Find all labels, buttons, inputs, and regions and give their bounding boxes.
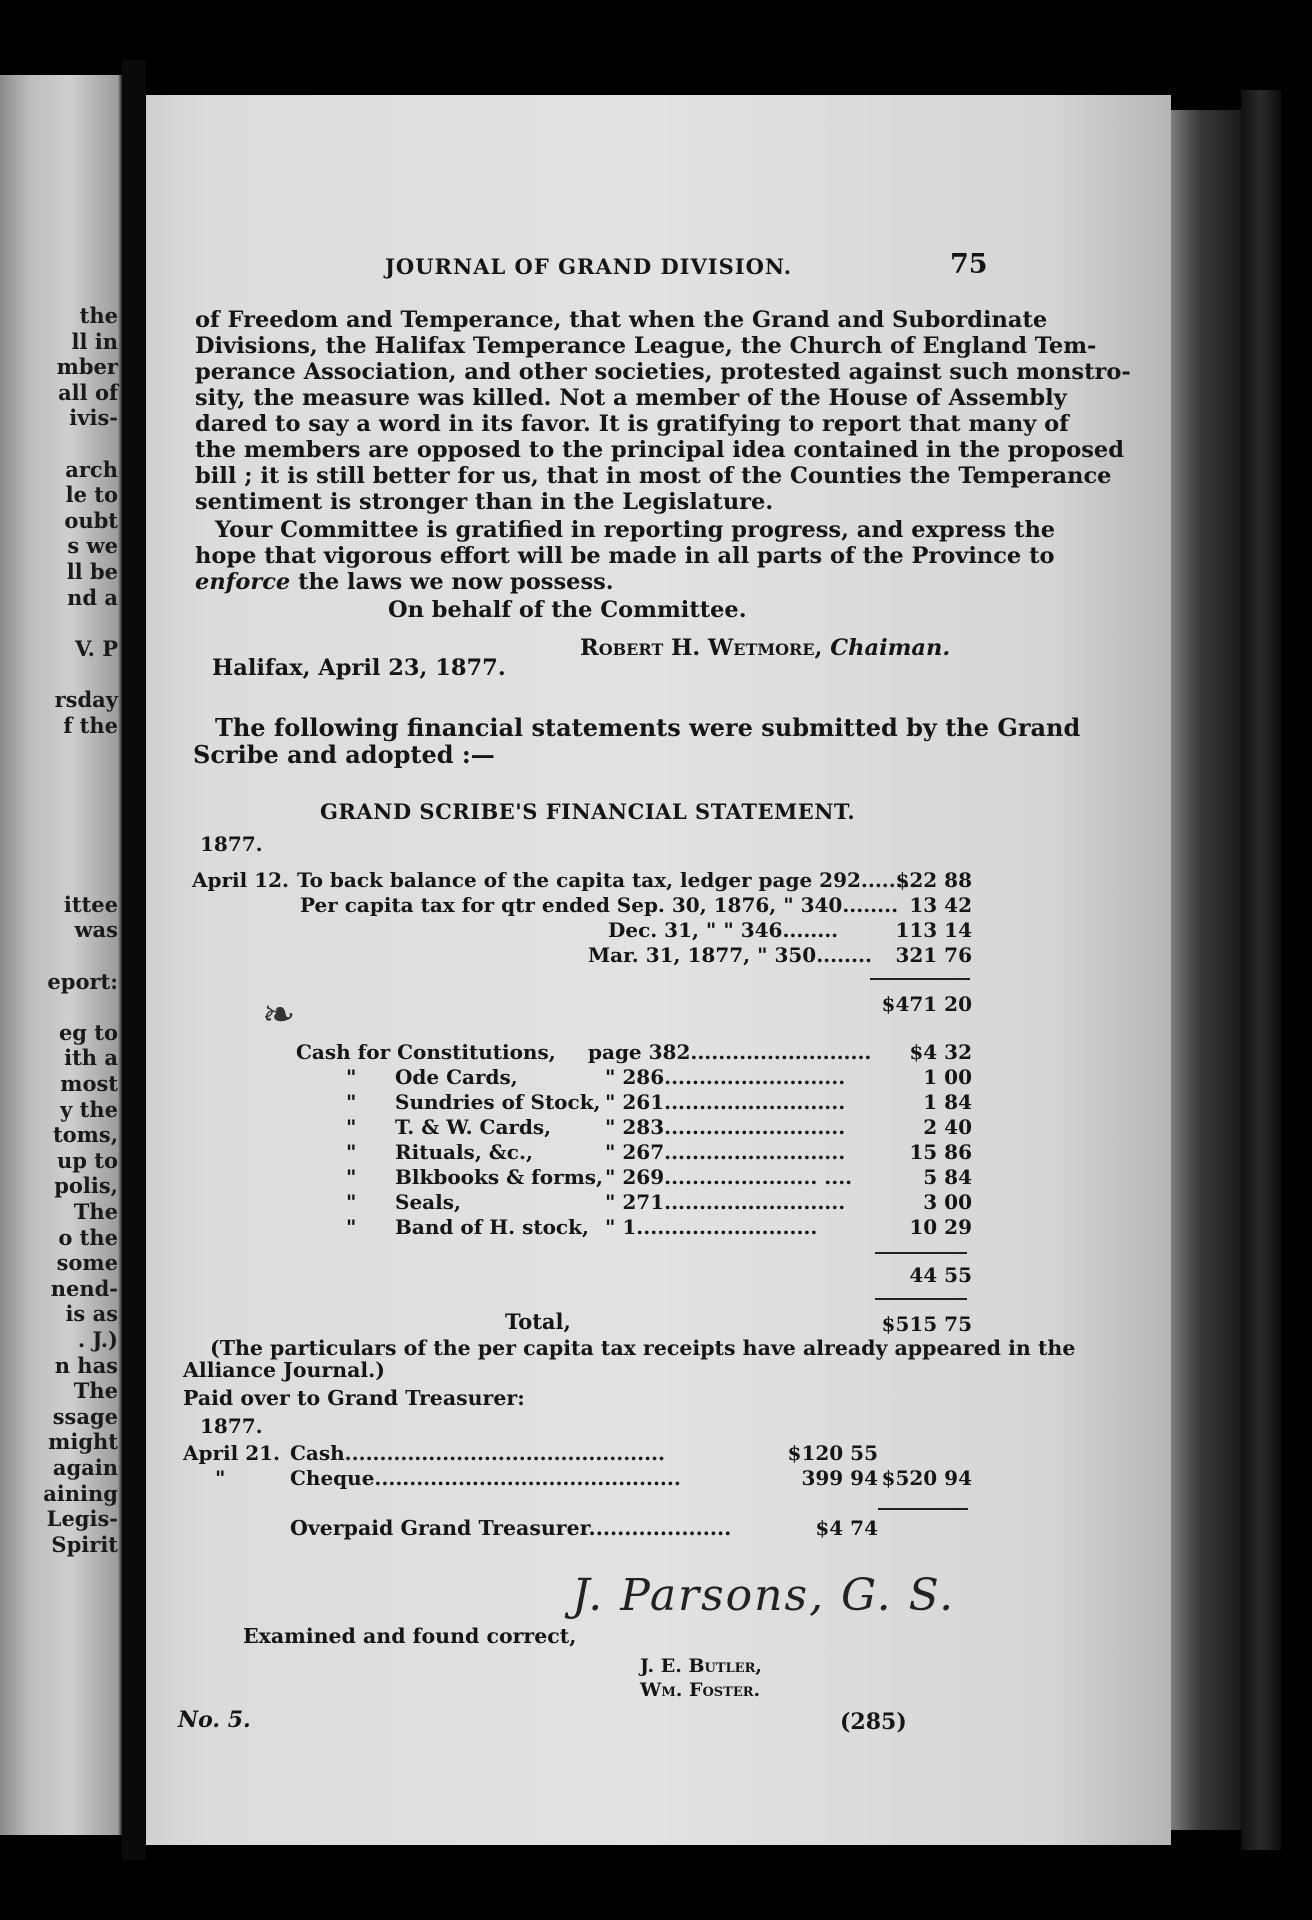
cash-amount: 15 86	[909, 1140, 972, 1164]
place-date: Halifax, April 23, 1877.	[212, 655, 506, 681]
text-line: sentiment is stronger than in the Legislature.	[195, 489, 774, 515]
ditto-mark: "	[346, 1140, 357, 1164]
left-page-text-fragment: most	[60, 1071, 118, 1096]
cash-ref: " 1..........................	[605, 1215, 818, 1239]
ink-flourish-mark: ❧	[262, 992, 296, 1038]
cash-amount: 10 29	[909, 1215, 972, 1239]
cash-item: T. & W. Cards,	[395, 1115, 552, 1139]
cash-item: Ode Cards,	[395, 1065, 518, 1089]
cash-amount: 1 84	[923, 1090, 972, 1114]
left-page-text-fragment: is as	[65, 1301, 118, 1327]
left-page-text-fragment: eport:	[47, 968, 118, 994]
cash-amount: 2 40	[923, 1115, 972, 1139]
tax-row-amount: $22 88	[895, 868, 972, 892]
left-page-text-fragment: The	[73, 1199, 118, 1224]
tax-total: $471 20	[881, 992, 972, 1016]
left-page-text-fragment: ittee	[63, 891, 118, 917]
cash-item: Sundries of Stock,	[395, 1090, 601, 1114]
left-page-text-fragment: ith a	[64, 1045, 118, 1071]
page-edge-shadow	[1171, 110, 1241, 1830]
left-page-text-fragment: up to	[57, 1147, 118, 1173]
ditto-mark: "	[346, 1065, 357, 1089]
left-page-text-fragment: ssage	[52, 1403, 118, 1429]
left-page-text-fragment: aining	[43, 1480, 118, 1506]
text-line: perance Association, and other societies, protested against such monstro-	[195, 359, 1131, 385]
left-page-text-fragment: Legis-	[46, 1506, 118, 1532]
chairman-title: Chaiman.	[830, 635, 951, 661]
text-line: Divisions, the Halifax Temperance League, the Church of England Tem-	[195, 333, 1097, 359]
cash-item: Band of H. stock,	[395, 1215, 589, 1239]
paid-year: 1877.	[200, 1414, 263, 1438]
cash-amount: 3 00	[923, 1190, 972, 1214]
left-page-text-fragment: again	[52, 1455, 118, 1480]
left-page-text-fragment: toms,	[52, 1122, 118, 1148]
cash-item: Cash for Constitutions,	[296, 1040, 556, 1064]
paid-item: Cheque............................................	[290, 1466, 681, 1490]
book-gutter	[122, 60, 146, 1860]
ditto-mark: "	[346, 1165, 357, 1189]
left-page-text-fragment: might	[48, 1429, 118, 1455]
text-span: the laws we now possess.	[290, 569, 614, 595]
sum-rule	[875, 1298, 967, 1300]
cash-item: Blkbooks & forms,	[395, 1165, 603, 1189]
cash-ref: " 283..........................	[605, 1115, 846, 1139]
paid-over-label: Paid over to Grand Treasurer:	[183, 1386, 525, 1410]
examiner-name: Wm. Foster.	[640, 1679, 761, 1701]
left-page-text-fragment: ll in	[71, 328, 118, 354]
chairman-signature	[580, 636, 950, 660]
left-page-text-fragment: some	[56, 1250, 118, 1276]
left-page-text-fragment: . J.)	[77, 1327, 118, 1352]
examined-line: Examined and found correct,	[243, 1624, 577, 1648]
sum-rule	[870, 978, 970, 980]
cash-amount: 5 84	[923, 1165, 972, 1189]
note-line: (The particulars of the per capita tax receipts have already appeared in the	[210, 1336, 1076, 1360]
book-binding-edge	[1241, 90, 1281, 1850]
tax-row-amount: 13 42	[909, 893, 972, 917]
cash-ref: " 286..........................	[605, 1065, 846, 1089]
left-page-text-fragment: the	[79, 303, 118, 328]
sum-rule	[878, 1508, 968, 1510]
statement-year: 1877.	[200, 832, 263, 856]
cash-ref: " 269...................... ....	[605, 1165, 853, 1189]
chairman-name: Robert H. Wetmore,	[580, 635, 823, 661]
on-behalf-line: On behalf of the Committee.	[388, 597, 747, 623]
left-page-text-fragment: eg to	[58, 1019, 118, 1045]
left-page-text-fragment: rsday	[54, 687, 118, 712]
tax-row-text: Per capita tax for qtr ended Sep. 30, 1876, " 340........	[300, 893, 899, 917]
footer-signature-mark: No. 5.	[178, 1707, 251, 1733]
cash-ref: " 271..........................	[605, 1190, 846, 1214]
left-page-text-fragment: mber	[56, 354, 118, 380]
cash-ref: " 267..........................	[605, 1140, 846, 1164]
text-line: Your Committee is gratified in reporting progress, and express the	[215, 517, 1056, 543]
paid-date: "	[215, 1466, 226, 1490]
left-page-text-fragment: was	[74, 917, 118, 943]
ditto-mark: "	[346, 1090, 357, 1114]
paid-item: Cash..............................................	[290, 1441, 665, 1465]
date-label: April 12.	[192, 868, 289, 892]
left-page-text-fragment: nd a	[67, 584, 118, 610]
paid-date: April 21.	[183, 1441, 280, 1465]
text-line: dared to say a word in its favor. It is gratifying to report that many of	[195, 411, 1069, 437]
tax-row-text: Mar. 31, 1877, " 350........	[588, 943, 872, 967]
intro-line: Scribe and adopted :—	[193, 740, 495, 769]
ditto-mark: "	[346, 1215, 357, 1239]
text-line: the members are opposed to the principal idea contained in the proposed	[195, 437, 1124, 463]
note-line: Alliance Journal.)	[183, 1358, 386, 1382]
left-page-text-fragment: arch	[65, 456, 118, 482]
handwritten-signature: J. Parsons, G. S.	[572, 1570, 956, 1621]
left-page-text-fragment: Spirit	[51, 1531, 118, 1557]
cash-total: 44 55	[909, 1263, 972, 1287]
left-page-text-fragment: V. P	[74, 635, 118, 661]
left-page-text-fragment: o the	[58, 1224, 118, 1250]
overpaid-amount: $4 74	[815, 1516, 878, 1540]
left-page-text-fragment: y the	[60, 1096, 118, 1122]
left-page-text-fragment: s we	[67, 533, 118, 559]
cash-item: Rituals, &c.,	[395, 1140, 533, 1164]
left-page-text-fragment: le to	[65, 482, 118, 508]
emphasis: enforce	[195, 569, 291, 595]
cash-amount: 1 00	[923, 1065, 972, 1089]
left-page-text-fragment: all of	[58, 379, 118, 405]
cash-amount: $4 32	[909, 1040, 972, 1064]
tax-row-text: Dec. 31, " " 346........	[608, 918, 839, 942]
statement-title: GRAND SCRIBE'S FINANCIAL STATEMENT.	[320, 799, 856, 824]
left-page-text-fragment: oubt	[64, 507, 118, 533]
total-label: Total,	[505, 1309, 571, 1334]
examiner-name: J. E. Butler,	[640, 1655, 762, 1677]
left-page-text-fragment: f the	[63, 712, 118, 738]
text-line	[195, 570, 614, 594]
tax-row-amount: 113 14	[895, 918, 972, 942]
running-header: JOURNAL OF GRAND DIVISION.	[385, 254, 793, 279]
ditto-mark: "	[346, 1115, 357, 1139]
paid-amount: 399 94	[801, 1466, 878, 1490]
ditto-mark: "	[346, 1190, 357, 1214]
text-line: hope that vigorous effort will be made in all parts of the Province to	[195, 543, 1055, 569]
paid-total: $520 94	[881, 1466, 972, 1490]
overpaid-label: Overpaid Grand Treasurer....................	[290, 1516, 732, 1540]
left-page-text-fragment: ivis-	[69, 405, 118, 431]
paid-amount: $120 55	[787, 1441, 878, 1465]
left-page-text-fragment: nend-	[50, 1275, 118, 1301]
sum-rule	[875, 1252, 967, 1254]
tax-row-amount: 321 76	[895, 943, 972, 967]
text-line: of Freedom and Temperance, that when the Grand and Subordinate	[195, 307, 1048, 333]
footer-sheet-number: (285)	[840, 1709, 907, 1735]
intro-line: The following financial statements were submitted by the Grand	[215, 713, 1081, 742]
left-page-text-fragment: n has	[54, 1352, 118, 1378]
text-line: sity, the measure was killed. Not a member of the House of Assembly	[195, 385, 1067, 411]
cash-ref: " 261..........................	[605, 1090, 846, 1114]
left-page-text-fragment: polis,	[54, 1173, 118, 1199]
text-line: bill ; it is still better for us, that in most of the Counties the Temperance	[195, 463, 1112, 489]
left-page-text-fragment: ll be	[66, 559, 118, 584]
previous-page-fragment	[0, 75, 122, 1835]
cash-item: Seals,	[395, 1190, 461, 1214]
grand-total: $515 75	[881, 1312, 972, 1336]
page-number: 75	[950, 249, 988, 280]
tax-row-text: To back balance of the capita tax, ledger page 292........	[297, 868, 917, 892]
cash-ref: page 382..........................	[588, 1040, 872, 1064]
left-page-text-fragment: The	[73, 1378, 118, 1404]
